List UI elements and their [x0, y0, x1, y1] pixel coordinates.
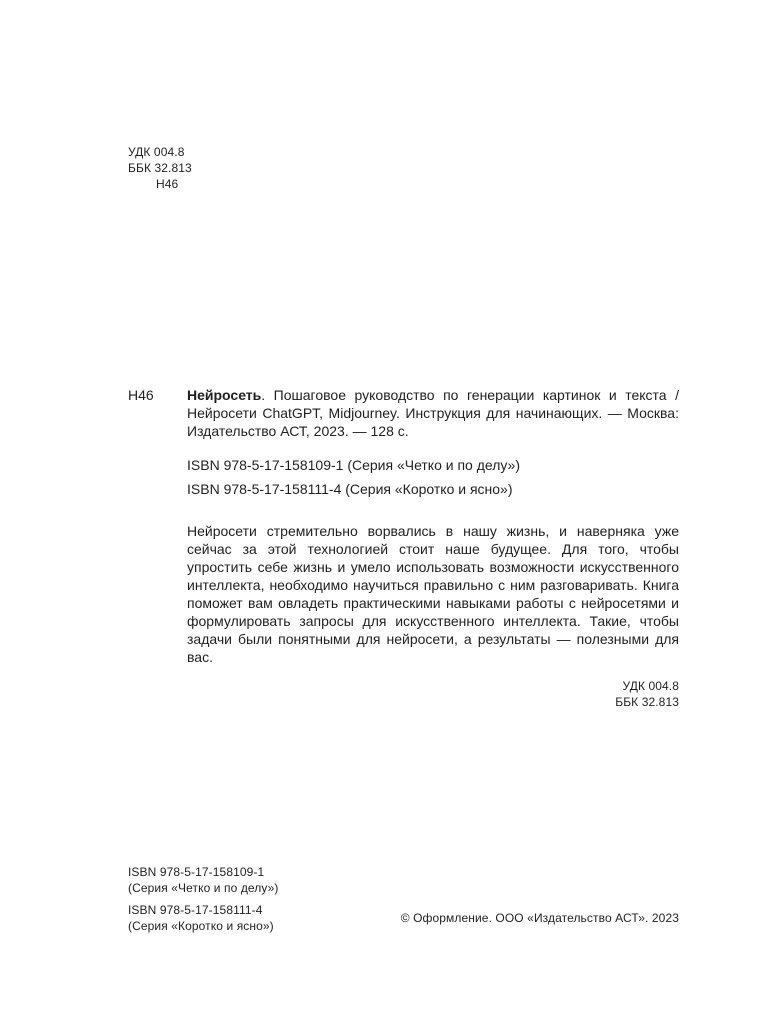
isbn-block-bottom	[128, 864, 368, 934]
series-bottom-1: (Серия «Четко и по делу»)	[128, 881, 279, 895]
udk-code-right: УДК 004.8	[622, 679, 679, 693]
bibliographic-description	[187, 386, 679, 440]
isbn-bottom-1: ISBN 978-5-17-158109-1	[128, 865, 265, 879]
copyright-notice: © Оформление. ООО «Издательство АСТ». 2023	[400, 911, 679, 925]
series-bottom-2: (Серия «Коротко и ясно»)	[128, 919, 274, 933]
bibliographic-entry	[187, 386, 679, 710]
bbk-code: ББК 32.813	[128, 161, 192, 175]
bbk-code-right: ББК 32.813	[615, 695, 679, 709]
book-title: Нейросеть	[187, 387, 262, 403]
udk-code: УДК 004.8	[128, 145, 185, 159]
annotation-text: Нейросети стремительно ворвались в нашу жизнь, и наверняка уже сейчас за этой технологией стоит наше будущее. Для того, чтобы упростить себе жизнь и умело использовать возможности искусственного интеллекта, необходимо научиться правильно с ним разговаривать. Книга поможет вам овладеть практическими навыками работы с нейросетями и формулировать запросы для искусственного интеллекта. Такие, чтобы задачи были понятными для нейросети, а результаты — полезными для вас.	[187, 523, 679, 665]
isbn-bottom-2: ISBN 978-5-17-158111-4	[128, 903, 263, 917]
classification-block-top	[128, 144, 328, 192]
description-text: . Пошаговое руководство по генерации картинок и текста / Нейросети ChatGPT, Midjourney. Инструкция для начинающих. — Москва: Издательство АСТ, 2023. — 128 с.	[187, 387, 679, 439]
isbn-line-1: ISBN 978-5-17-158109-1 (Серия «Четко и по делу»)	[187, 457, 520, 473]
isbn-line-2: ISBN 978-5-17-158111-4 (Серия «Коротко и ясно»)	[187, 481, 513, 497]
classification-block-right	[187, 678, 679, 710]
entry-author-mark: Н46	[128, 387, 154, 403]
author-mark: Н46	[156, 177, 179, 191]
